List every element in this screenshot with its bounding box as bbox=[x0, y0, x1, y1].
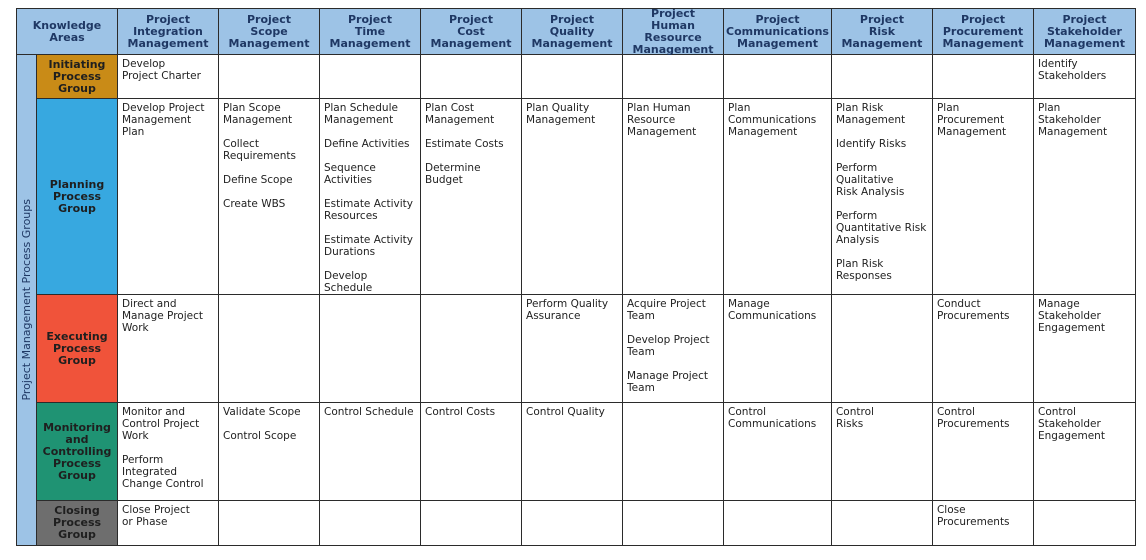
process-item: Identify Risks bbox=[835, 138, 907, 150]
matrix-cell bbox=[1034, 55, 1135, 99]
process-group-label: Executing Process Group bbox=[37, 295, 118, 403]
process-item: Control Quality bbox=[526, 406, 605, 418]
matrix-cell bbox=[219, 403, 320, 501]
matrix-cell bbox=[219, 295, 320, 403]
matrix-cell bbox=[933, 501, 1034, 545]
process-item: Collect Requirements bbox=[223, 138, 296, 162]
matrix-cell bbox=[522, 295, 623, 403]
matrix-cell bbox=[219, 501, 320, 545]
process-item: Estimate Costs bbox=[425, 138, 504, 150]
matrix-cell bbox=[421, 295, 522, 403]
matrix-cell bbox=[933, 403, 1034, 501]
knowledge-areas-header: Knowledge Areas bbox=[17, 9, 118, 55]
knowledge-area-header: Project Stakeholder Management bbox=[1034, 9, 1135, 55]
matrix-cell bbox=[724, 501, 832, 545]
matrix-cell bbox=[522, 55, 623, 99]
matrix-cell bbox=[623, 55, 724, 99]
process-item: Perform Quantitative Risk Analysis bbox=[835, 210, 927, 246]
process-item: Control Costs bbox=[425, 406, 496, 418]
knowledge-area-header: Project Risk Management bbox=[832, 9, 933, 55]
process-group-label: Planning Process Group bbox=[37, 99, 118, 295]
process-item: Develop Project Charter bbox=[122, 58, 201, 82]
matrix-cell bbox=[1034, 501, 1135, 545]
process-item: Develop Project Team bbox=[627, 334, 710, 358]
matrix-cell bbox=[623, 99, 724, 295]
process-item: Plan Risk Responses bbox=[835, 258, 892, 282]
process-item: Identify Stakeholders bbox=[1037, 58, 1107, 82]
matrix-cell bbox=[623, 403, 724, 501]
knowledge-area-header: Project Time Management bbox=[320, 9, 421, 55]
knowledge-area-header: Project Scope Management bbox=[219, 9, 320, 55]
process-item: Plan Scope Management bbox=[223, 102, 293, 126]
process-item: Monitor and Control Project Work bbox=[122, 406, 200, 442]
matrix-cell bbox=[118, 501, 219, 545]
matrix-cell bbox=[832, 403, 933, 501]
process-item: Plan Procurement Management bbox=[936, 102, 1007, 138]
process-group-label: Monitoring and Controlling Process Group bbox=[37, 403, 118, 501]
process-item: Close Procurements bbox=[936, 504, 1010, 528]
matrix-cell bbox=[421, 403, 522, 501]
process-item: Control Schedule bbox=[324, 406, 414, 418]
process-item: Perform Qualitative Risk Analysis bbox=[835, 162, 905, 198]
matrix-cell bbox=[623, 295, 724, 403]
process-item: Perform Quality Assurance bbox=[526, 298, 609, 322]
process-item: Control Communications bbox=[728, 406, 817, 430]
matrix-cell bbox=[933, 55, 1034, 99]
process-item: Control Stakeholder Engagement bbox=[1037, 406, 1105, 442]
matrix-cell bbox=[832, 99, 933, 295]
process-item: Direct and Manage Project Work bbox=[122, 298, 203, 334]
process-item: Define Scope bbox=[223, 174, 293, 186]
matrix-cell bbox=[421, 501, 522, 545]
process-item: Plan Cost Management bbox=[425, 102, 495, 126]
process-item: Create WBS bbox=[223, 198, 286, 210]
process-item: Sequence Activities bbox=[324, 162, 376, 186]
knowledge-area-header: Project Cost Management bbox=[421, 9, 522, 55]
process-item: Determine Budget bbox=[425, 162, 481, 186]
side-label-text: Project Management Process Groups bbox=[20, 199, 33, 401]
matrix-cell bbox=[933, 295, 1034, 403]
matrix-cell bbox=[320, 501, 421, 545]
process-item: Estimate Activity Resources bbox=[324, 198, 413, 222]
process-group-label: Initiating Process Group bbox=[37, 55, 118, 99]
process-item: Close Project or Phase bbox=[122, 504, 190, 528]
process-matrix bbox=[16, 8, 1136, 546]
process-item: Plan Risk Management bbox=[835, 102, 906, 126]
process-item: Plan Communications Management bbox=[728, 102, 817, 138]
process-group-label: Closing Process Group bbox=[37, 501, 118, 545]
knowledge-area-header: Project Human Resource Management bbox=[623, 9, 724, 55]
process-item: Control Procurements bbox=[936, 406, 1010, 430]
process-item: Define Activities bbox=[324, 138, 410, 150]
knowledge-area-header: Project Integration Management bbox=[118, 9, 219, 55]
process-item: Perform Integrated Change Control bbox=[122, 454, 204, 490]
process-item: Manage Project Team bbox=[627, 370, 709, 394]
matrix-cell bbox=[320, 55, 421, 99]
matrix-cell bbox=[522, 501, 623, 545]
knowledge-area-header: Project Quality Management bbox=[522, 9, 623, 55]
matrix-cell bbox=[1034, 295, 1135, 403]
process-item: Plan Human Resource Management bbox=[627, 102, 697, 138]
matrix-cell bbox=[320, 403, 421, 501]
process-item: Conduct Procurements bbox=[936, 298, 1010, 322]
matrix-cell bbox=[1034, 99, 1135, 295]
matrix-cell bbox=[623, 501, 724, 545]
matrix-cell bbox=[421, 99, 522, 295]
matrix-cell bbox=[219, 55, 320, 99]
matrix-cell bbox=[933, 99, 1034, 295]
process-item: Plan Schedule Management bbox=[324, 102, 398, 126]
matrix-cell bbox=[522, 99, 623, 295]
process-item: Plan Quality Management bbox=[526, 102, 596, 126]
process-groups-side-label bbox=[17, 55, 37, 545]
process-item: Manage Communications bbox=[728, 298, 817, 322]
matrix-cell bbox=[320, 295, 421, 403]
matrix-cell bbox=[118, 403, 219, 501]
process-item: Develop Schedule bbox=[324, 270, 373, 294]
matrix-cell bbox=[421, 55, 522, 99]
matrix-cell bbox=[724, 295, 832, 403]
process-item: Validate Scope bbox=[223, 406, 301, 418]
matrix-cell bbox=[118, 55, 219, 99]
knowledge-area-header: Project Communications Management bbox=[724, 9, 832, 55]
process-item: Control Scope bbox=[223, 430, 297, 442]
process-item: Estimate Activity Durations bbox=[324, 234, 413, 258]
knowledge-area-header: Project Procurement Management bbox=[933, 9, 1034, 55]
matrix-cell bbox=[724, 99, 832, 295]
matrix-cell bbox=[724, 55, 832, 99]
process-item: Control Risks bbox=[835, 406, 874, 430]
process-item: Develop Project Management Plan bbox=[122, 102, 205, 138]
matrix-cell bbox=[320, 99, 421, 295]
matrix-cell bbox=[724, 403, 832, 501]
matrix-cell bbox=[219, 99, 320, 295]
matrix-cell bbox=[1034, 403, 1135, 501]
matrix-cell bbox=[522, 403, 623, 501]
matrix-cell bbox=[832, 501, 933, 545]
matrix-cell bbox=[118, 99, 219, 295]
matrix-cell bbox=[832, 55, 933, 99]
process-item: Acquire Project Team bbox=[627, 298, 706, 322]
process-item: Manage Stakeholder Engagement bbox=[1037, 298, 1105, 334]
matrix-cell bbox=[118, 295, 219, 403]
matrix-cell bbox=[832, 295, 933, 403]
process-item: Plan Stakeholder Management bbox=[1037, 102, 1108, 138]
